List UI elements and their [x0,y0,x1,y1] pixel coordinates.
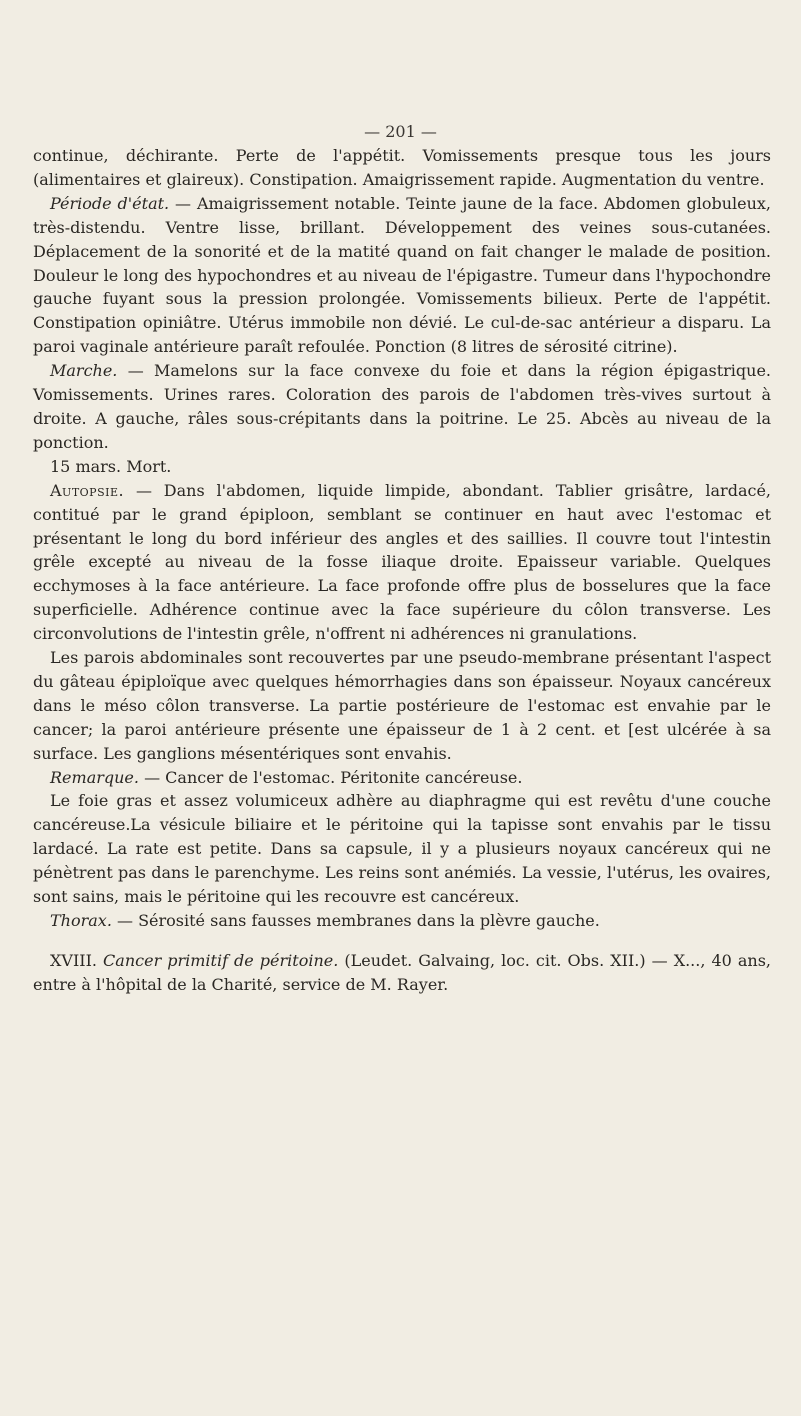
paragraph-remarque [33,766,771,790]
paragraph-case-xviii [33,949,771,997]
case-number: XVIII. [50,950,104,970]
paragraph-text: — Mamelons sur la face convexe du foie et dans la région épigastrique. Vomissements. Urines rares. Coloration des parois de l'abdomen très-vives surtout à droite. A gauche, râles sous-crépitants dans la poitrine. Le 25. Abcès au niveau de la ponction. [33,361,771,452]
paragraph-text: Le foie gras et assez volumiceux adhère au diaphragme qui est revêtu d'une couche cancéreuse.La vésicule biliaire et le péritoine qui la tapisse sont envahis par le tissu lardacé. La rate est petite. Dans sa capsule, il y a plusieurs noyaux cancéreux qui ne pénètrent pas dans le parenchyme. Les reins sont anémiés. La vessie, l'utérus, les ovaires, sont sains, mais le péritoine qui les recouvre est cancéreux. [33,791,771,907]
paragraph-text: — Dans l'abdomen, liquide limpide, abondant. Tablier grisâtre, lardacé, contitué par le grand épiploon, semblant se continuer en haut avec l'estomac et présentant le long du bord inférieur des angles et des saillies. Il couvre tout l'intestin grêle excepté au niveau de la fosse iliaque droite. Epaisseur variable. Quelques ecchymoses à la face antérieure. La face profonde offre plus de bosselures que la face superficielle. Adhérence continue avec la face supérieure du côlon transverse. Les circonvolutions de l'intestin grêle, n'offrent ni adhérences ni granulations. [33,480,771,644]
paragraph-death [33,455,771,479]
paragraph-text: — Amaigrissement notable. Teinte jaune de la face. Abdomen globuleux, très-distendu. Ventre lisse, brillant. Développement des veines sous-cutanées. Déplacement de la sonorité et de la matité quand on fait changer le malade de position. Douleur le long des hypochondres et au niveau de l'épigastre. Tumeur dans l'hypochondre gauche fuyant sous la pression prolongée. Vomissements bilieux. Perte de l'appétit. Constipation opiniâtre. Utérus immobile non dévié. Le cul-de-sac antérieur a disparu. La paroi vaginale antérieure paraît refoulée. Ponction (8 litres de sérosité citrine). [33,193,771,357]
paragraph-text: 15 mars. Mort. [50,456,172,476]
paragraph-foie [33,789,771,909]
page-number: — 201 — [364,122,437,141]
paragraph-thorax [33,909,771,933]
paragraph-symptoms [33,144,771,192]
section-lead: Thorax. [50,911,112,930]
paragraph-text: — Cancer de l'estomac. Péritonite cancéreuse. [138,767,523,787]
section-lead: Marche. [50,361,118,381]
paragraph-periode-etat [33,192,771,359]
section-lead: Autopsie. [50,480,125,500]
paragraph-marche [33,359,771,455]
section-lead: Période d'état. [50,193,170,213]
paragraph-parois [33,646,771,766]
paragraph-text: Les parois abdominales sont recouvertes par une pseudo-membrane présentant l'aspect du gâteau épiploïque avec quelques hémorrhagies dans son épaisseur. Noyaux cancéreux dans le méso côlon transverse. La partie postérieure de l'estomac est envahie par le cancer; la paroi antérieure présente une épaisseur de 1 à 2 cent. et [est ulcérée à sa surface. Les ganglions mésentériques sont envahis. [33,648,771,763]
paragraph-autopsie [33,479,771,646]
case-title: Cancer primitif de péritoine. [103,950,339,970]
paragraph-text: (Leudet. Galvaing, loc. cit. Obs. XII.) — X..., 40 ans, entre à l'hôpital de la Charité, service de M. Rayer. [33,950,772,994]
body-text [33,144,771,997]
paragraph-text: — Sérosité sans fausses membranes dans la plèvre gauche. [111,911,600,930]
paragraph-text: continue, déchirante. Perte de l'appétit. Vomissements presque tous les jours (alimentaires et glaireux). Constipation. Amaigrissement rapide. Augmentation du ventre. [33,146,771,189]
section-lead: Remarque. [50,767,139,787]
